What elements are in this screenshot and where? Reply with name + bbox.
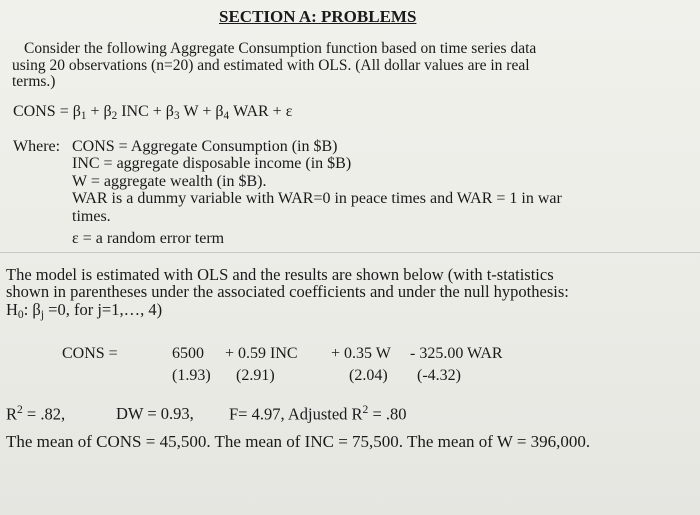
durbin-watson: DW = 0.93, [116, 404, 194, 423]
f-and-adjusted-r-squared: F= 4.97, Adjusted $R^2 = .80$ [229, 404, 407, 424]
epsilon-definition: ε = a random error term [72, 230, 225, 247]
w-coefficient: + 0.35 W [331, 345, 391, 362]
intro-line-1: Consider the following Aggregate Consumption function based on time series data [24, 40, 537, 57]
section-title: SECTION A: PROBLEMS [219, 7, 417, 26]
t-stat-w: (2.04) [349, 367, 388, 384]
war-definition-line-1: WAR is a dummy variable with WAR=0 in peace times and WAR = 1 in war [72, 190, 562, 207]
intro-line-2: using 20 observations (n=20) and estimated with OLS. (All dollar values are in real [12, 57, 530, 74]
estimation-line-2: shown in parentheses under the associated coefficients and under the null hypothesis: [6, 282, 569, 301]
inc-definition: INC = aggregate disposable income (in $B) [72, 155, 352, 172]
where-label: Where: [13, 138, 61, 155]
null-hypothesis: $H_0$: $\beta_j =0$, for j=1,…, 4) [6, 300, 163, 321]
war-definition-line-2: times. [72, 208, 111, 225]
r-squared: $R^2 = .82$, [6, 404, 66, 424]
t-stat-inc: (2.91) [236, 367, 275, 384]
page-fold-divider [0, 252, 700, 253]
means-line: The mean of CONS = 45,500. The mean of INC = 75,500. The mean of W = 396,000. [6, 432, 591, 451]
t-stat-war: (-4.32) [417, 367, 461, 384]
results-lhs: CONS = [62, 345, 118, 362]
model-equation: CONS = $\beta_1 + \beta_2$ INC + $\beta_3$ $W + \beta_4$ WAR + ε [13, 103, 293, 122]
estimation-line-1: The model is estimated with OLS and the results are shown below (with t-statistics [6, 265, 554, 284]
cons-definition: CONS = Aggregate Consumption (in $B) [72, 138, 338, 155]
intro-line-3: terms.) [12, 73, 56, 90]
w-definition: W = aggregate wealth (in $B). [72, 173, 267, 190]
intercept-value: 6500 [172, 345, 204, 362]
war-coefficient: - 325.00 WAR [410, 345, 503, 362]
inc-coefficient: + 0.59 INC [225, 345, 298, 362]
t-stat-intercept: (1.93) [172, 367, 211, 384]
